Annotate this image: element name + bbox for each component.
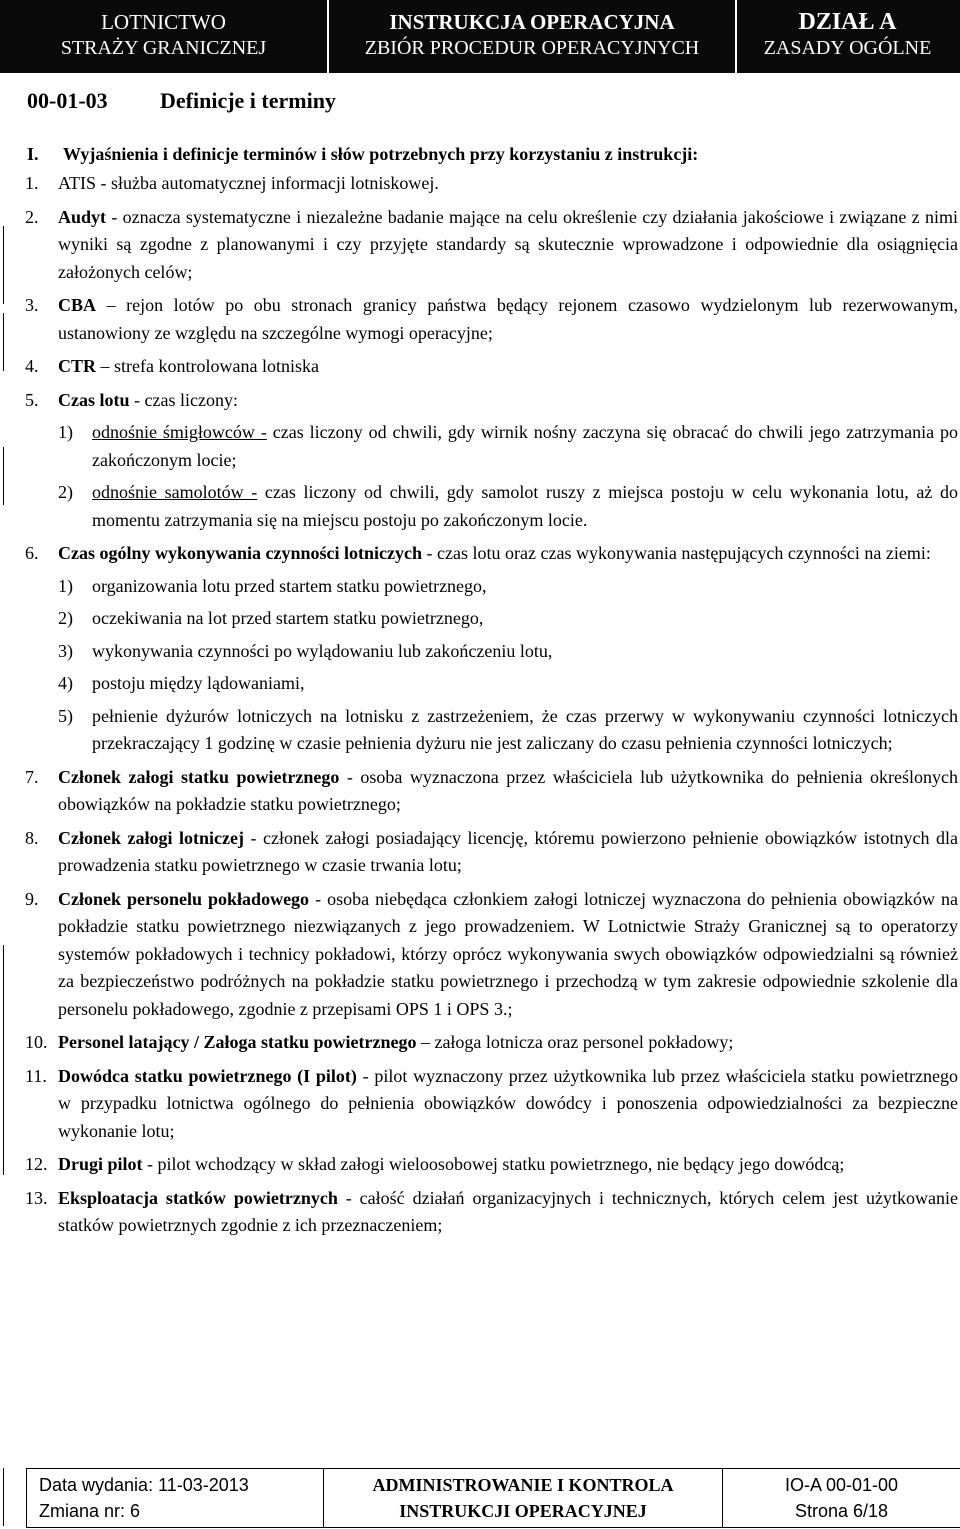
footer-issue: [27, 1469, 323, 1527]
item-definition: - osoba niebędąca członkiem załogi lotniczej wyznaczona do pełnienia obowiązków na pokładzie statku powietrznego niezwiązanych z jego prowadzeniem. W Lotnictwie Straży Granicznej są to operatorzy systemów pokładowych i technicy pokładowi, którzy oprócz wykonywania swych obowiązków odpowiedzialni są również za bezpieczeństwo podróżnych na pokładzie statku powietrznego i przechodzą w tym zakresie odpowiednie szkolenie dla personelu pokładowego, zgodnie z przepisami OPS 1 i OPS 3.;: [58, 888, 958, 1019]
item-definition: - pilot wyznaczony przez użytkownika lub przez właściciela statku powietrznego w przypadku lotnictwa ogólnego do pełnienia obowiązków dowódcy i ponoszenia odpowiedzialności za bezpieczne wykonanie lotu;: [58, 1065, 958, 1141]
item-number: 7.: [25, 766, 39, 787]
sub-item-number: 2): [58, 482, 73, 502]
item-text: [58, 1029, 958, 1057]
section-text: Wyjaśnienia i definicje terminów i słów potrzebnych przy korzystaniu z instrukcji:: [63, 144, 699, 164]
item-term: Audyt: [58, 206, 107, 227]
list-item: [25, 540, 958, 758]
footer-page-number: Strona 6/18: [794, 1501, 889, 1521]
footer-chapter-top: ADMINISTROWANIE I KONTROLA: [372, 1475, 674, 1495]
sub-item-number: 1): [58, 422, 73, 442]
item-term: CTR: [58, 356, 97, 376]
list-item: [25, 204, 958, 287]
list-item: [25, 764, 958, 819]
sub-item: [58, 419, 958, 474]
sub-item-text: postoju między lądowaniami,: [92, 673, 305, 693]
sub-item-definition: czas liczony od chwili, gdy wirnik nośny zaczyna się obracać do chwili jego zatrzymania po zakończonym locie;: [92, 422, 959, 470]
header-org: [0, 0, 327, 73]
footer-reference: [723, 1469, 960, 1527]
title-text: Definicje i terminy: [160, 88, 336, 113]
document-header: [0, 0, 960, 73]
sub-item-text: organizowania lotu przed startem statku powietrznego,: [92, 575, 487, 596]
change-bar: [3, 226, 4, 304]
sub-item: [58, 479, 958, 534]
sub-item-definition: czas liczony od chwili, gdy samolot ruszy z miejsca postoju w celu wykonania lotu, aż do momentu zatrzymania się na miejscu postoju po zakończonym locie.: [92, 482, 958, 530]
sub-item: [58, 638, 958, 666]
list-item: [25, 170, 958, 198]
header-section-top: DZIAŁ A: [798, 9, 897, 35]
item-number: 1.: [25, 173, 39, 193]
definitions-list: [25, 170, 958, 1246]
item-text: [58, 170, 958, 198]
list-item: [25, 1029, 958, 1057]
list-item: [25, 1185, 958, 1240]
footer-chapter: [323, 1469, 723, 1527]
item-term: Członek załogi statku powietrznego: [58, 766, 340, 787]
sub-item-number: 1): [58, 575, 73, 596]
item-number: 5.: [25, 389, 39, 410]
footer-doc-id: IO-A 00-01-00: [784, 1475, 899, 1495]
list-item: [25, 825, 958, 880]
item-text: [58, 825, 958, 880]
header-document-top: INSTRUKCJA OPERACYJNA: [389, 10, 675, 34]
sub-item-text: wykonywania czynności po wylądowaniu lub zakończeniu lotu,: [92, 640, 553, 661]
section-number: I.: [27, 144, 39, 164]
header-document: [327, 0, 737, 73]
item-text: [58, 1185, 958, 1240]
item-definition: - osoba wyznaczona przez właściciela lub użytkownika do pełnienia określonych obowiązków na pokładzie statku powietrznego;: [58, 766, 958, 814]
sub-item-text: [92, 419, 958, 474]
footer-change: Zmiana nr: 6: [39, 1501, 141, 1521]
page-title: [27, 88, 336, 114]
item-text: [58, 540, 958, 758]
item-term: Czas lotu: [58, 389, 130, 410]
change-bar: [3, 1468, 4, 1526]
section-heading: [27, 144, 698, 165]
item-number: 12.: [25, 1154, 48, 1174]
item-term: Eksploatacja statków powietrznych: [58, 1187, 338, 1208]
item-number: 11.: [25, 1065, 47, 1086]
list-item: [25, 387, 958, 535]
item-number: 6.: [25, 543, 39, 563]
sub-item-number: 5): [58, 705, 73, 726]
list-item: [25, 1063, 958, 1146]
item-number: 3.: [25, 295, 39, 315]
item-term: Członek personelu pokładowego: [58, 888, 310, 909]
item-definition: - całość działań organizacyjnych i technicznych, których celem jest użytkowanie statków powietrznych zgodnie z ich przeznaczeniem;: [58, 1187, 958, 1235]
item-definition: - członek załogi posiadający licencję, któremu powierzono pełnienie obowiązków istotnych dla prowadzenia statku powietrznego w czasie trwania lotu;: [58, 827, 959, 875]
item-number: 8.: [25, 827, 39, 848]
item-number: 10.: [25, 1032, 48, 1052]
list-item: [25, 292, 958, 347]
item-definition: - oznacza systematyczne i niezależne badanie mające na celu określenie czy działania jakościowe i związane z nimi wyniki są zgodne z planowanymi i czy przyjęte standardy są skutecznie wprowadzone i odpowiednie dla osiągnięcia założonych celów;: [58, 206, 958, 282]
item-text: [58, 1151, 958, 1179]
list-item: [25, 886, 958, 1024]
item-number: 9.: [25, 888, 39, 909]
item-number: 13.: [25, 1187, 48, 1208]
sub-item-number: 4): [58, 673, 73, 693]
sub-item-term: odnośnie śmigłowców -: [92, 422, 267, 442]
sub-item-text: pełnienie dyżurów lotniczych na lotnisku z zastrzeżeniem, że czas przerwy w wykonywaniu czynności lotniczych przekraczający 1 godzinę w czasie pełnienia dyżuru nie jest zaliczany do czasu pełnienia czynności lotniczych;: [92, 705, 958, 753]
header-org-bottom: STRAŻY GRANICZNEJ: [60, 37, 267, 59]
item-text: [58, 353, 958, 381]
item-number: 2.: [25, 206, 39, 227]
footer-date: Data wydania: 11-03-2013: [39, 1475, 249, 1495]
list-item: [25, 353, 958, 381]
sub-item: [58, 670, 958, 698]
footer-chapter-bottom: INSTRUKCJI OPERACYJNEJ: [399, 1501, 647, 1521]
document-footer: [26, 1468, 960, 1528]
item-text: [58, 886, 958, 1024]
change-bar: [3, 447, 4, 505]
sub-item-term: odnośnie samolotów -: [92, 482, 258, 502]
change-bar: [3, 945, 4, 1175]
item-definition: – rejon lotów po obu stronach granicy państwa będący rejonem czasowo wydzielonym lub rezerwowanym, ustanowiony ze względu na szczególne wymogi operacyjne;: [58, 295, 958, 343]
item-definition: ATIS - służba automatycznej informacji lotniskowej.: [58, 173, 439, 193]
item-definition: - czas liczony:: [129, 389, 238, 410]
header-section: [737, 0, 958, 73]
sub-item-text: oczekiwania na lot przed startem statku powietrznego,: [92, 608, 484, 628]
header-org-top: LOTNICTWO: [101, 10, 226, 34]
item-definition: – załoga lotnicza oraz personel pokładowy;: [416, 1032, 734, 1052]
item-term: Członek załogi lotniczej: [58, 827, 245, 848]
item-term: Czas ogólny wykonywania czynności lotniczych: [58, 543, 423, 563]
sub-item-text: [92, 479, 958, 534]
sub-item: [58, 703, 958, 758]
item-text: [58, 204, 958, 287]
sub-item-number: 2): [58, 608, 73, 628]
item-text: [58, 387, 958, 535]
item-text: [58, 292, 958, 347]
item-text: [58, 1063, 958, 1146]
change-bar: [3, 313, 4, 371]
sub-item-number: 3): [58, 640, 73, 661]
item-text: [58, 764, 958, 819]
title-code: 00-01-03: [27, 88, 108, 113]
item-term: Drugi pilot: [58, 1154, 143, 1174]
sub-item: [58, 573, 958, 601]
item-number: 4.: [25, 356, 39, 376]
list-item: [25, 1151, 958, 1179]
header-section-bottom: ZASADY OGÓLNE: [763, 37, 932, 59]
sub-item: [58, 605, 958, 633]
item-definition: - czas lotu oraz czas wykonywania następujących czynności na ziemi:: [422, 543, 931, 563]
item-term: CBA: [58, 295, 97, 315]
item-term: Personel latający / Załoga statku powietrznego: [58, 1032, 417, 1052]
item-definition: – strefa kontrolowana lotniska: [96, 356, 319, 376]
header-document-bottom: ZBIÓR PROCEDUR OPERACYJNYCH: [364, 37, 700, 59]
item-term: Dowódca statku powietrznego (I pilot): [58, 1065, 357, 1086]
item-definition: - pilot wchodzący w skład załogi wieloosobowej statku powietrznego, nie będący jego dowódcą;: [142, 1154, 845, 1174]
